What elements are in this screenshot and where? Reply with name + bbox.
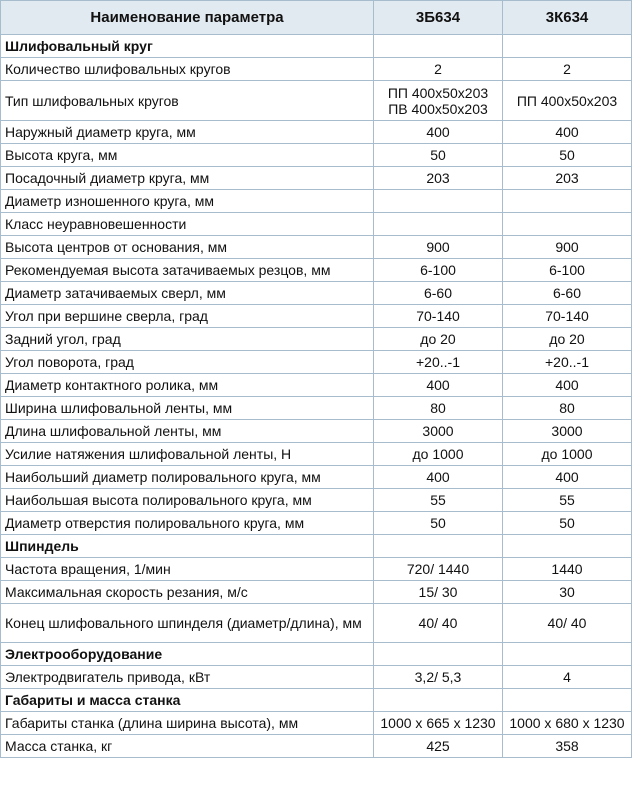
value-3k634: 70-140 — [503, 305, 632, 328]
table-row — [1, 213, 632, 236]
value-line: ПП 400х50х203 — [387, 84, 489, 101]
table-row — [1, 397, 632, 420]
table-row — [1, 58, 632, 81]
value-3b634: 40/ 40 — [374, 604, 503, 643]
value-3k634: 400 — [503, 374, 632, 397]
value-3b634: 55 — [374, 489, 503, 512]
parameter-name: Задний угол, град — [1, 328, 374, 351]
value-3k634: 6-100 — [503, 259, 632, 282]
table-row — [1, 259, 632, 282]
value-3k634: 50 — [503, 144, 632, 167]
parameter-name: Ширина шлифовальной ленты, мм — [1, 397, 374, 420]
table-row — [1, 604, 632, 643]
parameter-name: Частота вращения, 1/мин — [1, 558, 374, 581]
value-3k634: 40/ 40 — [503, 604, 632, 643]
header-row — [1, 1, 632, 35]
value-3k634: 55 — [503, 489, 632, 512]
empty-cell — [374, 35, 503, 58]
value-3k634: 3000 — [503, 420, 632, 443]
table-row — [1, 581, 632, 604]
table-row — [1, 374, 632, 397]
parameter-name: Высота круга, мм — [1, 144, 374, 167]
value-3b634: 3000 — [374, 420, 503, 443]
value-3k634: 400 — [503, 466, 632, 489]
header-model-3k634: 3К634 — [503, 1, 632, 35]
empty-cell — [503, 35, 632, 58]
parameter-name: Конец шлифовального шпинделя (диаметр/длина), мм — [1, 604, 374, 643]
empty-cell — [374, 689, 503, 712]
parameter-name: Диаметр изношенного круга, мм — [1, 190, 374, 213]
table-row — [1, 167, 632, 190]
value-3b634: 400 — [374, 121, 503, 144]
parameter-name: Рекомендуемая высота затачиваемых резцов, мм — [1, 259, 374, 282]
parameter-name: Усилие натяжения шлифовальной ленты, Н — [1, 443, 374, 466]
value-3b634: 15/ 30 — [374, 581, 503, 604]
parameter-name: Наружный диаметр круга, мм — [1, 121, 374, 144]
value-3k634 — [503, 213, 632, 236]
table-row — [1, 190, 632, 213]
parameter-name: Масса станка, кг — [1, 735, 374, 758]
value-3b634 — [374, 190, 503, 213]
header-parameter-name: Наименование параметра — [1, 1, 374, 35]
value-3k634: 4 — [503, 666, 632, 689]
value-3b634: 400 — [374, 466, 503, 489]
table-row — [1, 466, 632, 489]
value-3b634 — [374, 213, 503, 236]
parameter-name: Класс неуравновешенности — [1, 213, 374, 236]
section-title: Габариты и масса станка — [1, 689, 374, 712]
value-3k634: 900 — [503, 236, 632, 259]
value-3k634: до 1000 — [503, 443, 632, 466]
table-row — [1, 489, 632, 512]
parameter-name: Диаметр контактного ролика, мм — [1, 374, 374, 397]
value-3k634: 203 — [503, 167, 632, 190]
section-row-electrical — [1, 643, 632, 666]
value-3b634: 900 — [374, 236, 503, 259]
value-3b634: 203 — [374, 167, 503, 190]
value-3b634: 400 — [374, 374, 503, 397]
value-3k634: 1000 х 680 х 1230 — [503, 712, 632, 735]
table-row — [1, 712, 632, 735]
parameter-name: Диаметр отверстия полировального круга, мм — [1, 512, 374, 535]
parameter-name: Посадочный диаметр круга, мм — [1, 167, 374, 190]
value-3b634: до 1000 — [374, 443, 503, 466]
section-row-dimensions — [1, 689, 632, 712]
value-3b634 — [374, 81, 503, 121]
value-3b634: 720/ 1440 — [374, 558, 503, 581]
table-row — [1, 351, 632, 374]
section-row-spindle — [1, 535, 632, 558]
empty-cell — [503, 643, 632, 666]
table-row — [1, 512, 632, 535]
value-3k634: 30 — [503, 581, 632, 604]
table-row — [1, 443, 632, 466]
parameter-name: Угол при вершине сверла, град — [1, 305, 374, 328]
value-3b634: до 20 — [374, 328, 503, 351]
section-title: Шпиндель — [1, 535, 374, 558]
parameter-name: Длина шлифовальной ленты, мм — [1, 420, 374, 443]
parameter-name: Наибольшая высота полировального круга, мм — [1, 489, 374, 512]
table-row — [1, 420, 632, 443]
value-3k634: ПП 400х50х203 — [503, 81, 632, 121]
parameter-name: Электродвигатель привода, кВт — [1, 666, 374, 689]
section-row-wheel — [1, 35, 632, 58]
value-3b634: 2 — [374, 58, 503, 81]
table-row — [1, 735, 632, 758]
value-3k634: 50 — [503, 512, 632, 535]
parameter-name: Количество шлифовальных кругов — [1, 58, 374, 81]
value-line: ПВ 400х50х203 — [388, 100, 488, 117]
value-3k634: 2 — [503, 58, 632, 81]
table-row — [1, 81, 632, 121]
value-3b634: 1000 х 665 х 1230 — [374, 712, 503, 735]
value-3b634: 425 — [374, 735, 503, 758]
value-3b634: 50 — [374, 512, 503, 535]
table-row — [1, 121, 632, 144]
section-title: Электрооборудование — [1, 643, 374, 666]
table-row — [1, 666, 632, 689]
empty-cell — [374, 535, 503, 558]
value-3k634: 1440 — [503, 558, 632, 581]
empty-cell — [503, 535, 632, 558]
empty-cell — [503, 689, 632, 712]
table-row — [1, 558, 632, 581]
parameter-name: Высота центров от основания, мм — [1, 236, 374, 259]
parameter-name: Диаметр затачиваемых сверл, мм — [1, 282, 374, 305]
header-model-3b634: 3Б634 — [374, 1, 503, 35]
value-3b634: 50 — [374, 144, 503, 167]
value-3k634: до 20 — [503, 328, 632, 351]
parameter-name: Наибольший диаметр полировального круга, мм — [1, 466, 374, 489]
value-3b634: 70-140 — [374, 305, 503, 328]
value-3b634: 3,2/ 5,3 — [374, 666, 503, 689]
value-3b634: +20..-1 — [374, 351, 503, 374]
value-3k634: 400 — [503, 121, 632, 144]
parameter-name: Тип шлифовальных кругов — [1, 81, 374, 121]
parameter-name: Угол поворота, град — [1, 351, 374, 374]
value-3k634 — [503, 190, 632, 213]
value-3k634: 6-60 — [503, 282, 632, 305]
value-3k634: 358 — [503, 735, 632, 758]
table-row — [1, 282, 632, 305]
value-3b634: 80 — [374, 397, 503, 420]
section-title: Шлифовальный круг — [1, 35, 374, 58]
parameter-name: Габариты станка (длина ширина высота), мм — [1, 712, 374, 735]
value-3k634: +20..-1 — [503, 351, 632, 374]
value-3k634: 80 — [503, 397, 632, 420]
table-row — [1, 144, 632, 167]
parameter-name: Максимальная скорость резания, м/с — [1, 581, 374, 604]
value-3b634: 6-60 — [374, 282, 503, 305]
table-row — [1, 305, 632, 328]
value-3b634: 6-100 — [374, 259, 503, 282]
empty-cell — [374, 643, 503, 666]
table-row — [1, 236, 632, 259]
table-row — [1, 328, 632, 351]
